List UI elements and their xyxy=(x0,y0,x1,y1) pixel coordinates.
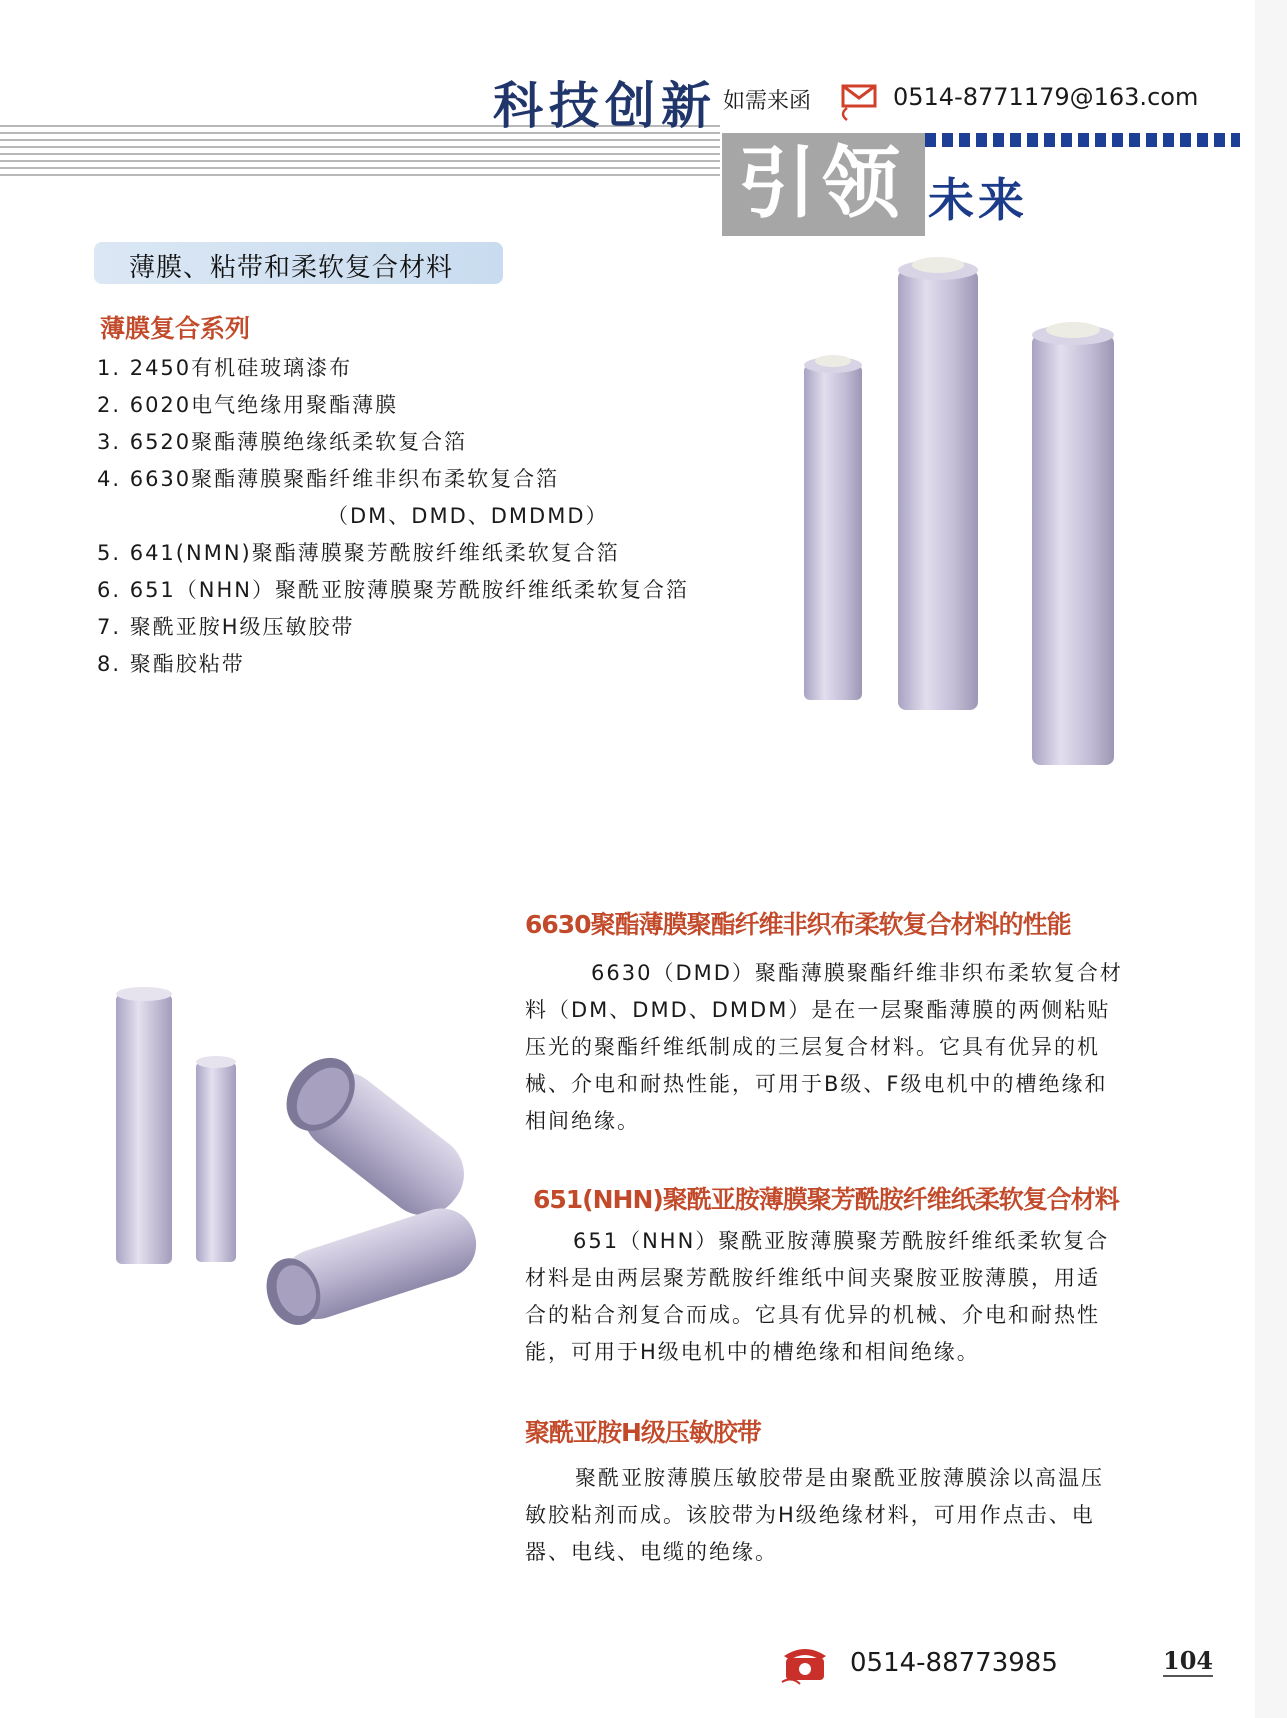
article-line: 相间绝缘。 xyxy=(525,1109,640,1133)
article-line: 合的粘合剂复合而成。它具有优异的机械、介电和耐热性 xyxy=(525,1303,1100,1327)
contact-email[interactable]: 0514-8771179@163.com xyxy=(893,83,1199,111)
article-line: 敏胶粘剂而成。该胶带为H级绝缘材料，可用作点击、电 xyxy=(525,1503,1095,1527)
list-item: 8. 聚酯胶粘带 xyxy=(97,652,245,676)
section-heading-text: 薄膜、粘带和柔软复合材料 xyxy=(129,253,454,283)
slogan-sub: 未来 xyxy=(928,173,1028,227)
footer-phone[interactable]: 0514-88773985 xyxy=(850,1648,1058,1678)
article-line: 压光的聚酯纤维纸制成的三层复合材料。它具有优异的机 xyxy=(525,1035,1100,1059)
page-edge xyxy=(1255,0,1287,1718)
list-item-continuation: （DM、DMD、DMDMD） xyxy=(327,504,609,528)
list-item: 3. 6520聚酯薄膜绝缘纸柔软复合箔 xyxy=(97,430,468,454)
film-rolls-photo xyxy=(790,250,1130,780)
article-line: 聚酰亚胺薄膜压敏胶带是由聚酰亚胺薄膜涂以高温压 xyxy=(575,1466,1104,1490)
article-line: 材料是由两层聚芳酰胺纤维纸中间夹聚胺亚胺薄膜，用适 xyxy=(525,1266,1100,1290)
article-line: 6630（DMD）聚酯薄膜聚酯纤维非织布柔软复合材 xyxy=(591,961,1123,985)
list-item: 5. 641(NMN)聚酯薄膜聚芳酰胺纤维纸柔软复合箔 xyxy=(97,541,620,565)
list-item: 2. 6020电气绝缘用聚酯薄膜 xyxy=(97,393,399,417)
page-number: 104 xyxy=(1163,1646,1214,1675)
dotted-bar xyxy=(925,133,1240,147)
article-body-6630 xyxy=(525,955,1165,1140)
article-line: 料（DM、DMD、DMDM）是在一层聚酯薄膜的两侧粘贴 xyxy=(525,998,1111,1022)
article-heading-6630: 6630聚酯薄膜聚酯纤维非织布柔软复合材料的性能 xyxy=(525,910,1071,939)
header-title: 科技创新 xyxy=(493,76,717,135)
telephone-icon xyxy=(780,1640,830,1686)
product-list xyxy=(97,350,689,683)
list-item: 7. 聚酰亚胺H级压敏胶带 xyxy=(97,615,355,639)
section-heading xyxy=(94,242,503,284)
rolls-and-tubes-photo xyxy=(100,980,500,1340)
slogan-main: 引领 xyxy=(738,138,907,229)
article-line: 651（NHN）聚酰亚胺薄膜聚芳酰胺纤维纸柔软复合 xyxy=(573,1229,1110,1253)
series-title: 薄膜复合系列 xyxy=(100,314,251,343)
article-line: 器、电线、电缆的绝缘。 xyxy=(525,1540,778,1564)
contact-label: 如需来函 xyxy=(723,89,812,114)
article-heading-651: 651(NHN)聚酰亚胺薄膜聚芳酰胺纤维纸柔软复合材料 xyxy=(533,1185,1119,1214)
article-body-tape xyxy=(525,1460,1165,1571)
list-item: 1. 2450有机硅玻璃漆布 xyxy=(97,356,353,380)
article-heading-tape: 聚酰亚胺H级压敏胶带 xyxy=(525,1418,761,1447)
list-item: 4. 6630聚酯薄膜聚酯纤维非织布柔软复合箔 xyxy=(97,467,560,491)
article-line: 械、介电和耐热性能，可用于B级、F级电机中的槽绝缘和 xyxy=(525,1072,1108,1096)
envelope-icon xyxy=(835,82,879,122)
article-body-651 xyxy=(525,1223,1165,1371)
list-item: 6. 651（NHN）聚酰亚胺薄膜聚芳酰胺纤维纸柔软复合箔 xyxy=(97,578,690,602)
article-line: 能，可用于H级电机中的槽绝缘和相间绝缘。 xyxy=(525,1340,980,1364)
